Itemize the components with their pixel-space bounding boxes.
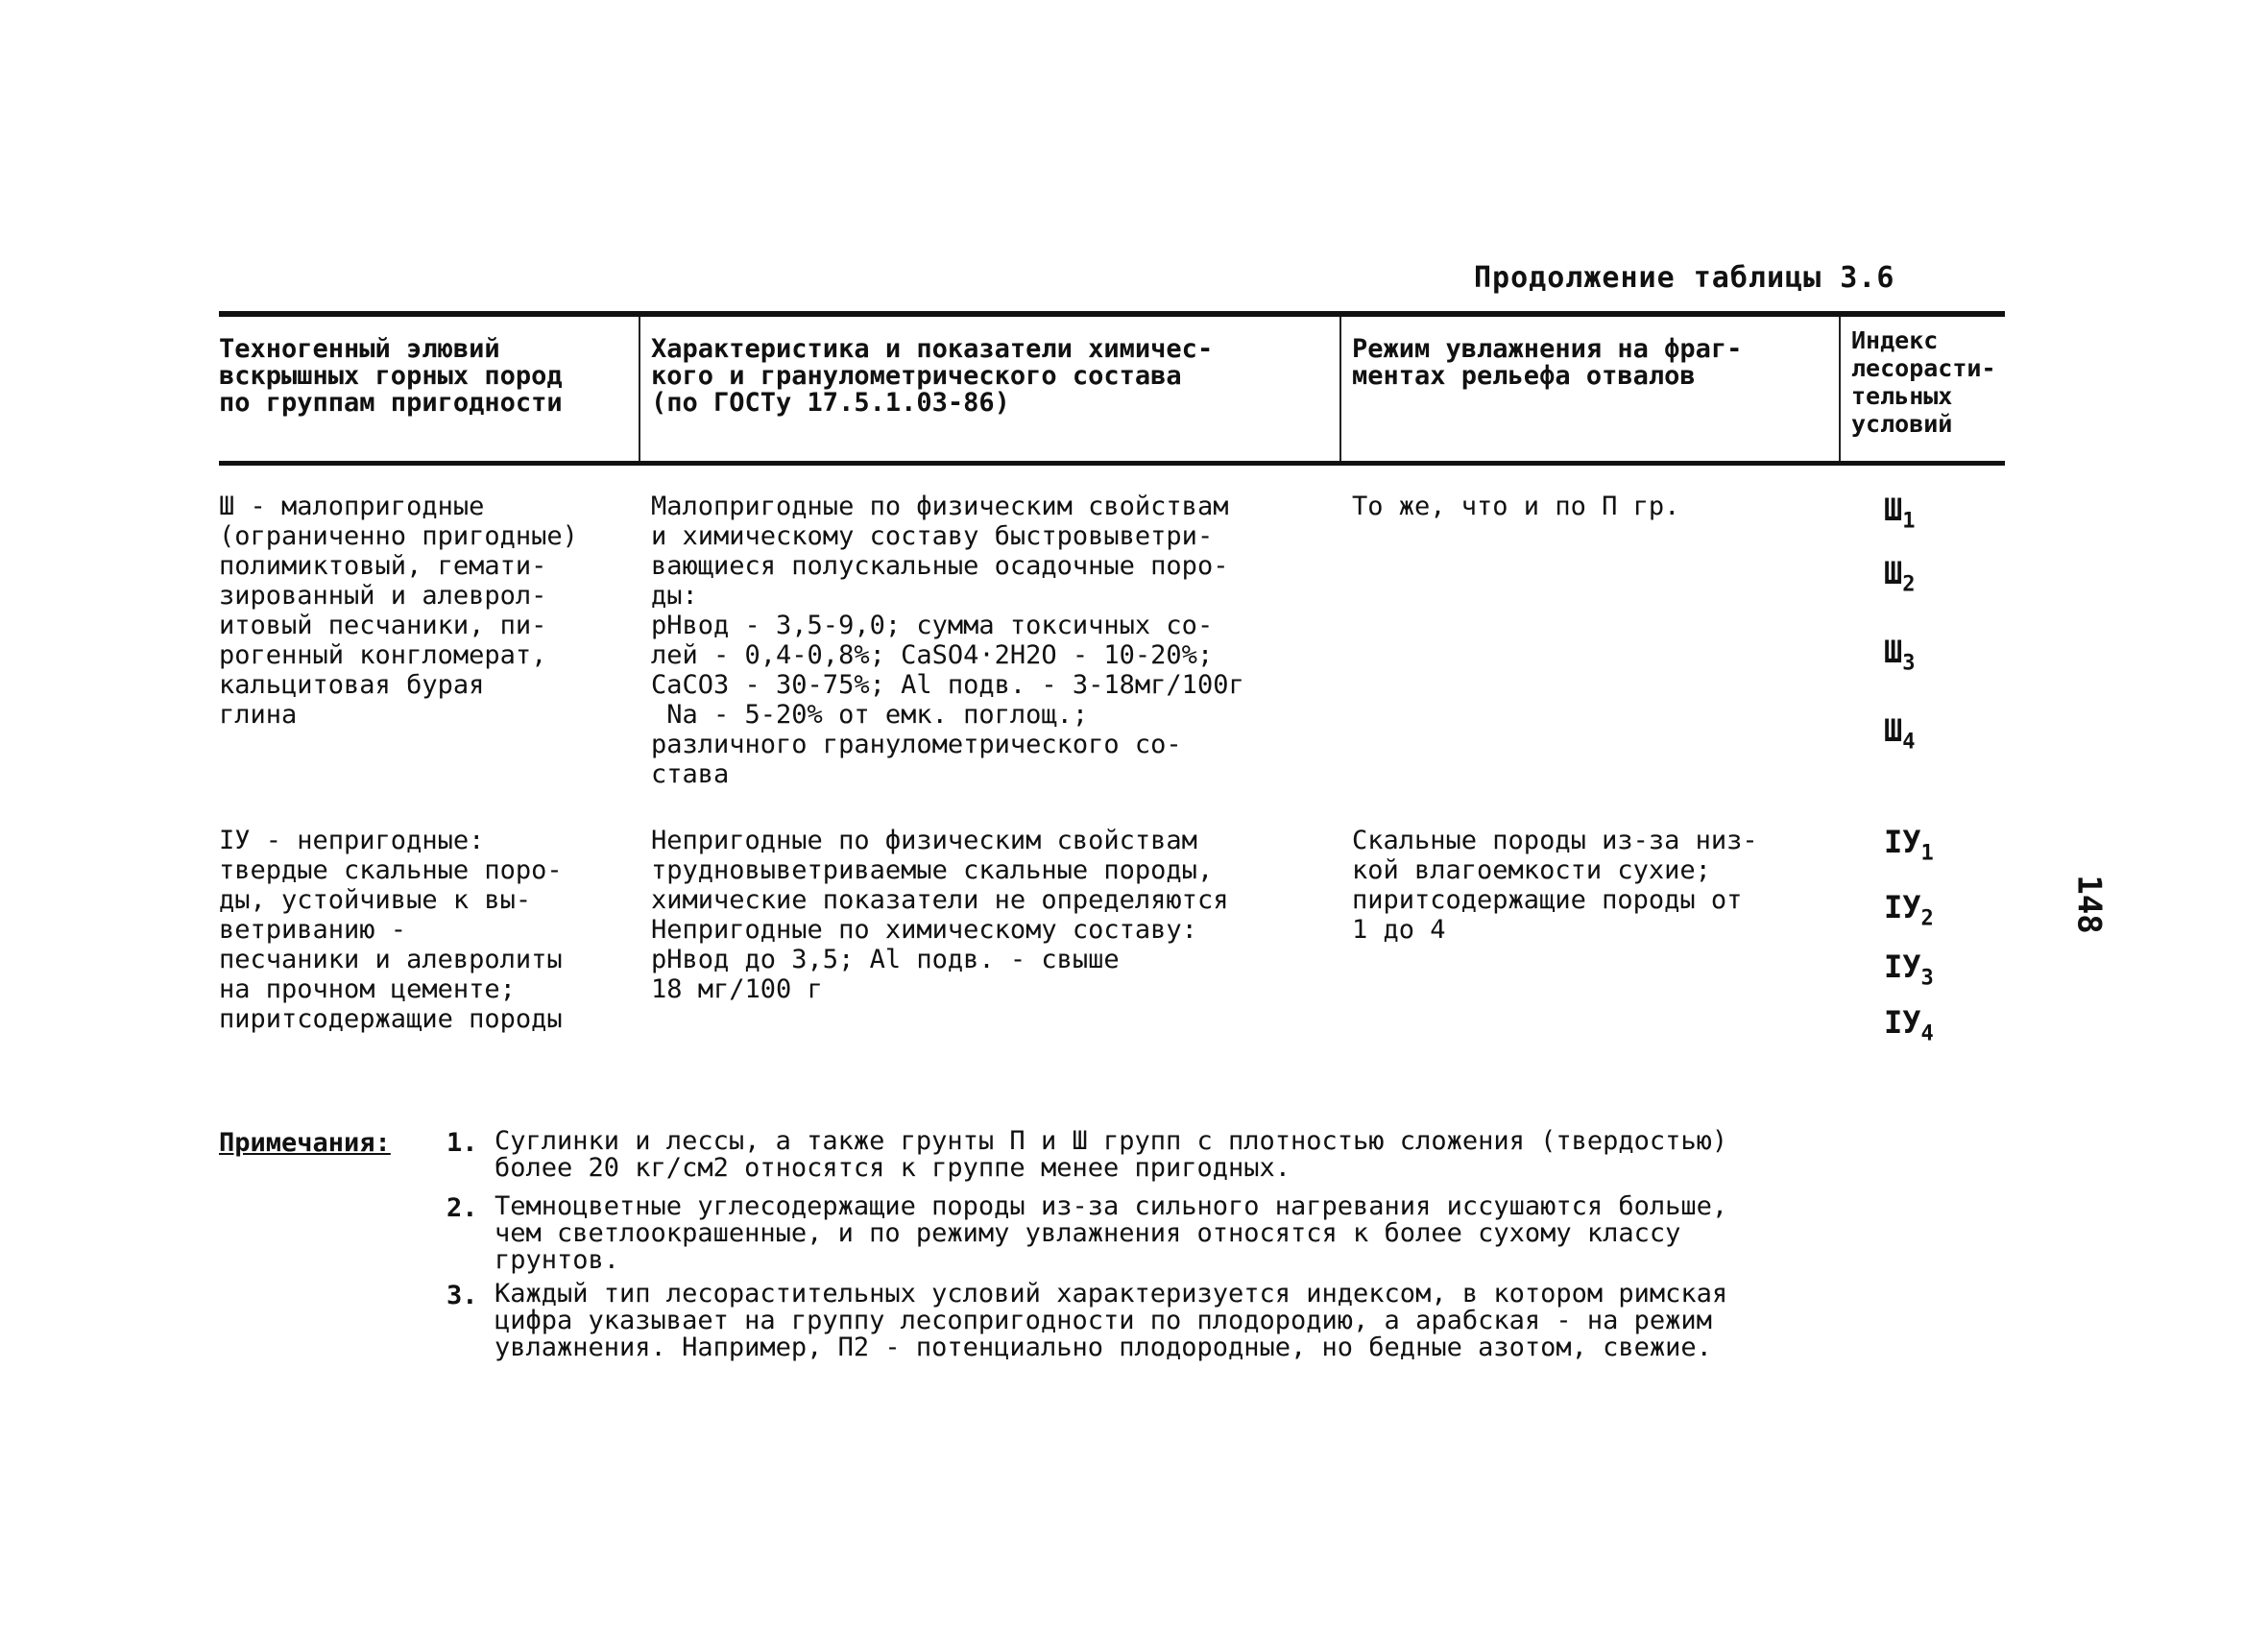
header-separator <box>1839 317 1841 461</box>
index-label: $IУ_1$ <box>1884 824 1934 866</box>
notes-label: Примечания: <box>219 1128 391 1158</box>
note-text: Темноцветные углесодержащие породы из-за сильного нагревания иссушаются больше, чем светлоокрашенные, и по режиму увлажнения относятся к более сухому классу грунтов. <box>495 1191 1728 1275</box>
header-characteristics: Характеристика и показатели химичес- кого и гранулометрического состава (по ГОСТу 17.5.1.03-86) <box>651 334 1214 418</box>
row-group: Ш - малопригодные (ограниченно пригодные) полимиктовый, гемати- зированный и алеврол- итовый песчаники, пи- рогенный конгломерат, кальцитовая бурая глина <box>219 492 578 730</box>
row-moisture: Скальные породы из-за низ- кой влагоемкости сухие; пиритсодержащие породы от 1 до 4 <box>1352 826 1758 945</box>
header-moisture: Режим увлажнения на фраг- ментах рельефа отвалов <box>1352 334 1743 391</box>
table-header-rule <box>219 461 2005 466</box>
row-characteristics: Непригодные по физическим свойствам трудновыветриваемые скальные породы, химические показатели не определяются Непригодные по химическому составу: pHвод до 3,5; Al подв. - свыше 18 мг/100 г <box>651 826 1229 1004</box>
index-label: $Ш_2$ <box>1884 555 1916 597</box>
index-label: $Ш_1$ <box>1884 492 1916 534</box>
header-separator <box>1339 317 1341 461</box>
index-label: $IУ_2$ <box>1884 889 1934 931</box>
page-number: 148 <box>2069 875 2109 934</box>
table-top-rule <box>219 311 2005 317</box>
note-number: 3. <box>446 1281 478 1310</box>
note-text: Каждый тип лесорастительных условий характеризуется индексом, в котором римская цифра указывает на группу лесопригодности по плодородию, а арабская - на режим увлажнения. Например, П2 - потенциально плодородные, но бедные азотом, свежие. <box>495 1279 1728 1362</box>
index-label: $IУ_3$ <box>1884 949 1934 991</box>
note-text: Суглинки и лессы, а также грунты П и Ш групп с плотностью сложения (твердостью) более 20 кг/см2 относятся к группе менее пригодных. <box>495 1126 1728 1183</box>
row-group: IУ - непригодные: твердые скальные поро- ды, устойчивые к вы- ветриванию - песчаники и алевролиты на прочном цементе; пиритсодержащие породы <box>219 826 563 1034</box>
index-label: $Ш_4$ <box>1884 712 1916 755</box>
row-moisture: То же, что и по П гр. <box>1352 492 1680 521</box>
header-separator <box>639 317 640 461</box>
index-label: $IУ_4$ <box>1884 1004 1934 1046</box>
row-characteristics: Малопригодные по физическим свойствам и химическому составу быстровыветри- вающиеся полускальные осадочные поро- ды: pHвод - 3,5-9,0; сумма токсичных со- лей - 0,4-0,8%; CaSO4·2H2O - 10-20%; CaCO3 - 30-75%; Al подв. - 3-18мг/100г Na - 5-20% от емк. поглощ.; различного гранулометрического со- става <box>651 492 1244 789</box>
header-group: Техногенный элювий вскрышных горных пород по группам пригодности <box>219 334 563 418</box>
note-number: 2. <box>446 1193 478 1223</box>
continuation-caption: Продолжение таблицы 3.6 <box>1474 261 1895 295</box>
note-number: 1. <box>446 1128 478 1158</box>
header-index: Индекс лесорасти- тельных условий <box>1851 326 1996 438</box>
index-label: $Ш_3$ <box>1884 634 1916 676</box>
